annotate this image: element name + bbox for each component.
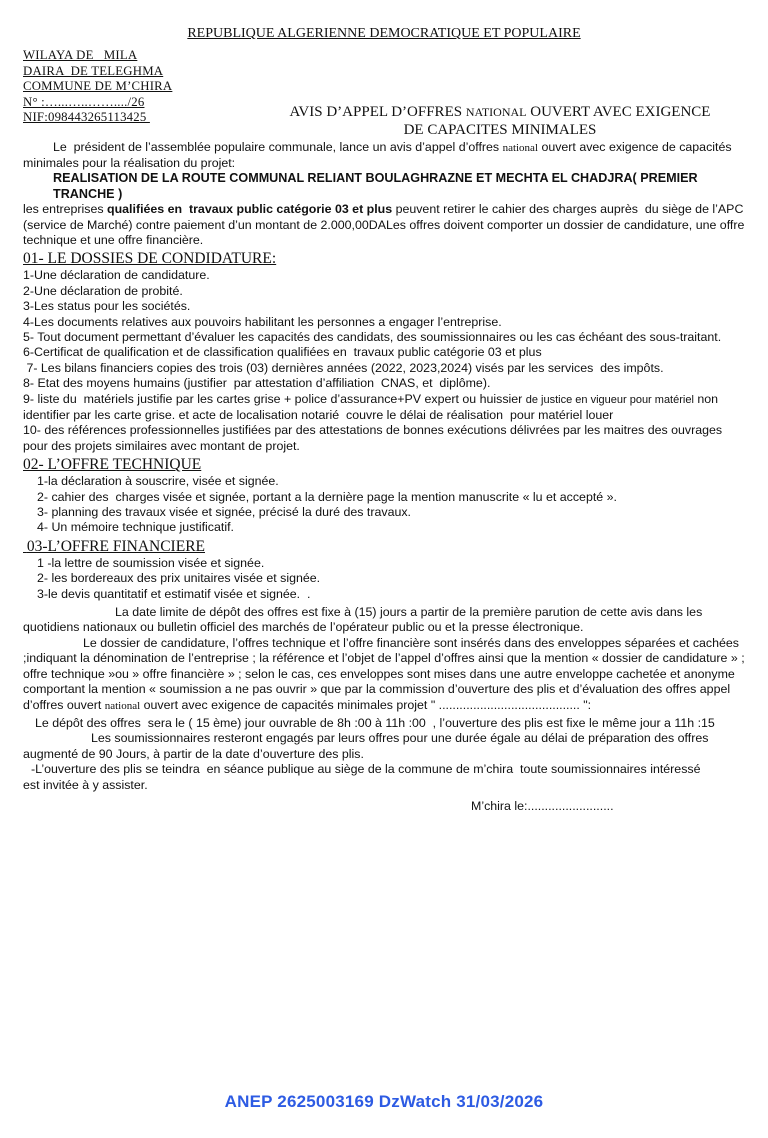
list-item: 4-Les documents relatives aux pouvoirs habilitant les personnes a engager l’entreprise. xyxy=(23,314,502,329)
issuer-nif: NIF:098443265113425 xyxy=(23,110,150,124)
document-body xyxy=(23,139,749,815)
list-item: 5- Tout document permettant d’évaluer les capacités des candidats, des soumissionnaires ou les cas échéant des sous-traitant. xyxy=(23,329,722,344)
notice-title xyxy=(268,104,732,139)
deadline-paragraph: La date limite de dépôt des offres est fixe à (15) jours a partir de la première parution de cette avis dans les quotidiens nationaux ou bulletin officiel des marchés de l’opérateur public ou et la presse électronique. xyxy=(23,605,706,635)
list-item: 7- Les bilans financiers copies des trois (03) dernières années (2022, 2023,2024) visés par les services des impôts. xyxy=(23,360,664,375)
envelope-paragraph: Le dossier de candidature, l’offres technique et l’offre financière sont insérés dans des enveloppes séparées et cachées ;indiquant la dénomination de l’entreprise ; la référence et l’objet de l’appel d’offres ainsi que la mention « dossier de candidature » ; offre technique »ou » offre financière » ; selon le cas, ces enveloppes sont mises dans une autre enveloppe cachetée et anonyme comportant la mention « soumission a ne pas ouvrir » que par la commission d’ouverture des plis et d’évaluation des offres appel d’offres ouvert national ouvert avec exigence de capacités minimales projet " ......................................... ": xyxy=(23,635,749,712)
section1-heading: 01- LE DOSSIES DE CONDIDATURE: xyxy=(23,250,277,268)
signature-date-line: M’chira le:......................... xyxy=(471,798,614,813)
list-item: 2-Une déclaration de probité. xyxy=(23,283,183,298)
project-title: REALISATION DE LA ROUTE COMMUNAL RELIANT BOULAGHRAZNE ET MECHTA EL CHADJRA( PREMIER TRANCHE ) xyxy=(53,171,702,201)
list-item: 4- Un mémoire technique justificatif. xyxy=(37,520,234,535)
list-item: 1-Une déclaration de candidature. xyxy=(23,268,210,283)
section2-heading: 02- L’OFFRE TECHNIQUE xyxy=(23,456,202,474)
republic-header-text: REPUBLIQUE ALGERIENNE DEMOCRATIQUE ET POPULAIRE xyxy=(187,26,581,41)
list-item: 8- Etat des moyens humains (justifier par attestation d’affiliation CNAS, et diplôme). xyxy=(23,376,491,391)
opening-paragraph-line1: -L’ouverture des plis se teindra en séance publique au siège de la commune de m’chira toute soumissionnaires intéressé xyxy=(31,762,701,777)
issuer-wilaya: WILAYA DE MILA xyxy=(23,48,138,62)
section3-items xyxy=(23,556,745,602)
list-item: 3-Les status pour les sociétés. xyxy=(23,299,191,314)
notice-title-line2: DE CAPACITES MINIMALES xyxy=(403,121,597,138)
issuer-number: N° :…...…..……..../26 xyxy=(23,94,145,109)
opening-paragraph-line2: est invitée à y assister. xyxy=(23,777,148,792)
list-item: 10- des références professionnelles justifiées par des attestations de bonnes exécutions délivrées par les maitres des ouvrages pour des projets similaires avec montant de projet. xyxy=(23,423,726,453)
deposit-paragraph: Le dépôt des offres sera le ( 15 ème) jour ouvrable de 8h :00 à 11h :00 , l’ouverture des plis est fixe le même jour a 11h :15 xyxy=(35,715,715,730)
issuer-commune: COMMUNE DE M’CHIRA xyxy=(23,79,173,93)
list-item: 2- les bordereaux des prix unitaires visée et signée. xyxy=(37,571,321,586)
engagement-paragraph: Les soumissionnaires resteront engagés par leurs offres pour une durée égale au délai de préparation des offres augmenté de 90 Jours, à partir de la date d’ouverture des plis. xyxy=(23,731,712,761)
list-item: 6-Certificat de qualification et de classification qualifiées en travaux public catégorie 03 et plus xyxy=(23,345,542,360)
republic-header xyxy=(23,26,745,42)
list-item-9: 9- liste du matériels justifie par les cartes grise + police d’assurance+PV expert ou huissier de justice en vigueur pour matériel non identifier par les carte grise. et acte de localisation notarié couvre le délai de réalisation pour matériel louer xyxy=(23,391,722,422)
notice-title-national: NATIONAL xyxy=(465,105,527,119)
notice-title-line1: AVIS D’APPEL D’OFFRES NATIONAL OUVERT AVEC EXIGENCE xyxy=(289,104,711,120)
list-item: 2- cahier des charges visée et signée, portant a la dernière page la mention manuscrite « lu et accepté ». xyxy=(37,489,617,504)
list-item: 1-la déclaration à souscrire, visée et signée. xyxy=(37,474,279,489)
list-item: 1 -la lettre de soumission visée et signée. xyxy=(37,555,265,570)
qualification-requirement: qualifiées en travaux public catégorie 03 et plus xyxy=(107,202,393,217)
intro-conditions: les entreprises qualifiées en travaux public catégorie 03 et plus peuvent retirer le cahier des charges auprès du siège de l’APC (service de Marché) contre paiement d’un montant de 2.000,00DALes offres doivent comporter un dossier de candidature, une offre technique et une offre financière. xyxy=(23,202,748,247)
section1-items xyxy=(23,268,745,454)
list-item: 3- planning des travaux visée et signée, précisé la duré des travaux. xyxy=(37,505,412,520)
envelope-national-word: national xyxy=(104,699,141,712)
section2-items xyxy=(23,474,745,536)
issuer-daira: DAIRA DE TELEGHMA xyxy=(23,63,164,78)
intro-national-word: national xyxy=(502,141,538,154)
section3-heading: 03-L’OFFRE FINANCIERE xyxy=(23,537,205,555)
intro-paragraph: Le président de l’assemblée populaire communale, lance un avis d’appel d’offres national ouvert avec exigence de capacités minimales pour la réalisation du projet: xyxy=(23,139,736,170)
anep-footer: ANEP 2625003169 DzWatch 31/03/2026 xyxy=(224,1092,544,1111)
list-item: 3-le devis quantitatif et estimatif visée et signée. . xyxy=(37,586,311,601)
